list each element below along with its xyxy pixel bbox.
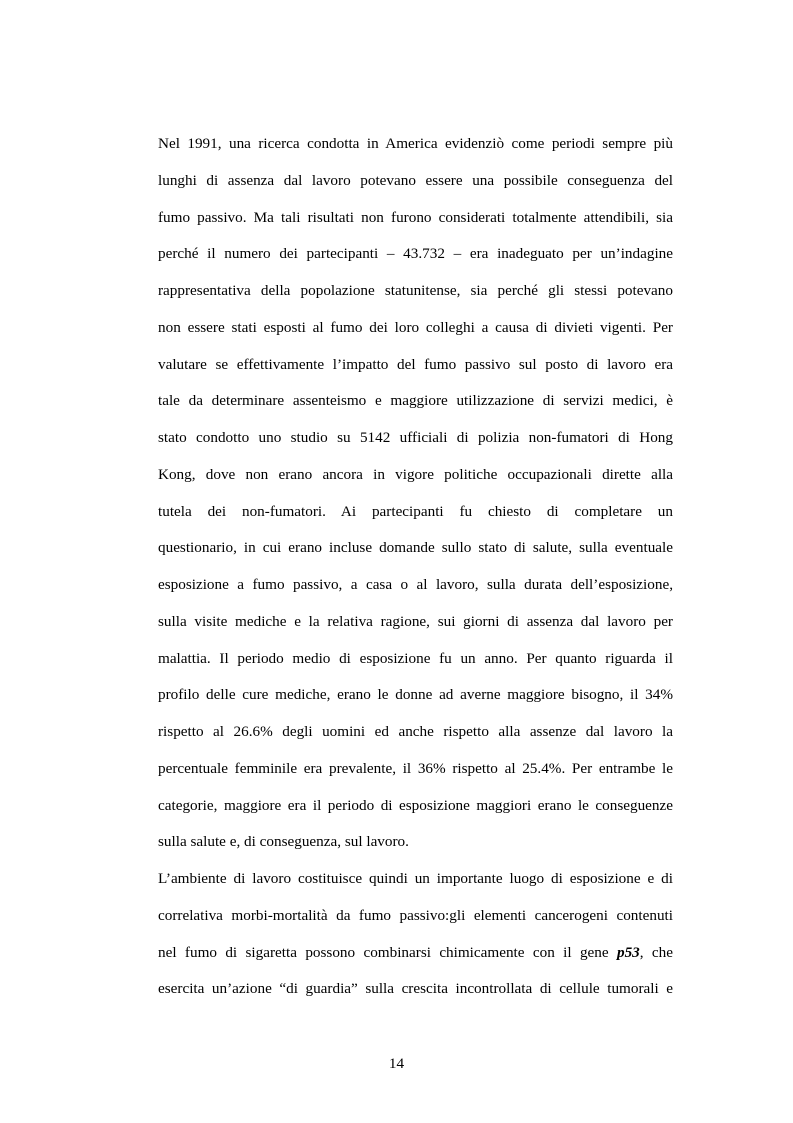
text-line: perché il numero dei partecipanti – 43.732 – era inadeguato per un’indagine [158,245,673,263]
text-line: profilo delle cure mediche, erano le donne ad averne maggiore bisogno, il 34% [158,686,673,704]
body-text [158,126,673,1008]
text-segment: nel fumo di sigaretta possono combinarsi chimicamente con il gene [158,943,617,961]
text-line: sulla salute e, di conseguenza, sul lavoro. [158,833,409,851]
paragraph-passive-smoking-workplace-study [158,126,673,861]
text-line: esposizione a fumo passivo, a casa o al lavoro, sulla durata dell’esposizione, [158,576,673,593]
text-line: non essere stati esposti al fumo dei loro colleghi a causa di divieti vigenti. Per [158,318,673,336]
text-segment: , che [639,943,674,961]
text-line: percentuale femminile era prevalente, il 36% rispetto al 25.4%. Per entrambe le [158,759,673,777]
page-number: 14 [388,1055,405,1072]
text-line: questionario, in cui erano incluse domande sullo stato di salute, sulla eventuale [158,539,673,557]
text-line: categorie, maggiore era il periodo di esposizione maggiori erano le conseguenze [158,796,673,814]
text-line: tutela dei non-fumatori. Ai partecipanti fu chiesto di completare un [158,502,673,520]
text-line: malattia. Il periodo medio di esposizione fu un anno. Per quanto riguarda il [158,649,673,667]
text-line: Nel 1991, una ricerca condotta in America evidenziò come periodi sempre più [158,135,673,152]
text-line: correlativa morbi-mortalità da fumo passivo:gli elementi cancerogeni contenuti [158,906,673,924]
text-line: Kong, dove non erano ancora in vigore politiche occupazionali dirette alla [158,465,673,483]
text-line: rappresentativa della popolazione statunitense, sia perché gli stessi potevano [158,282,673,299]
paragraph-workplace-exposure-p53 [158,861,673,1008]
text-line-with-gene [158,935,673,972]
text-line: rispetto al 26.6% degli uomini ed anche rispetto alla assenze dal lavoro la [158,723,673,740]
text-line: lunghi di assenza dal lavoro potevano essere una possibile conseguenza del [158,171,673,189]
text-line: fumo passivo. Ma tali risultati non furono considerati totalmente attendibili, sia [158,208,673,226]
text-line: esercita un’azione “di guardia” sulla crescita incontrollata di cellule tumorali e [158,980,673,998]
text-line: sulla visite mediche e la relativa ragione, sui giorni di assenza dal lavoro per [158,612,673,630]
text-line: valutare se effettivamente l’impatto del fumo passivo sul posto di lavoro era [158,355,673,373]
gene-name-p53: p53 [616,943,640,961]
text-line: tale da determinare assenteismo e maggiore utilizzazione di servizi medici, è [158,392,673,410]
text-line: stato condotto uno studio su 5142 ufficiali di polizia non-fumatori di Hong [158,429,673,446]
text-line: L’ambiente di lavoro costituisce quindi un importante luogo di esposizione e di [158,870,673,887]
